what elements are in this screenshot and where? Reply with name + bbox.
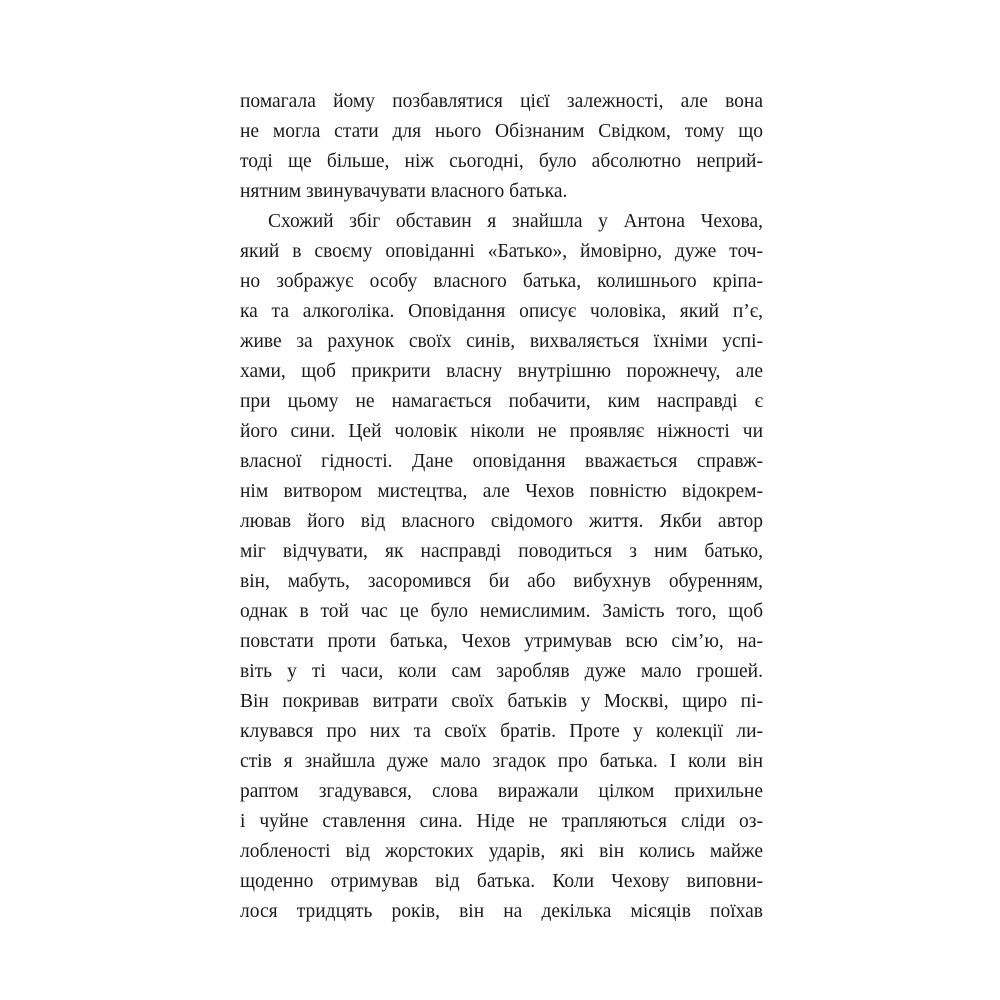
text-line: повстати проти батька, Чехов утримував всю сім’ю, на- bbox=[240, 631, 763, 652]
text-line: його сини. Цей чоловік ніколи не проявляє ніжності чи bbox=[240, 421, 763, 442]
text-line: міг відчувати, як насправді поводиться з ним батько, bbox=[240, 541, 763, 562]
text-line: при цьому не намагається побачити, ким насправді є bbox=[240, 391, 763, 412]
book-page bbox=[240, 87, 763, 927]
text-line: він, мабуть, засоромився би або вибухнув обуренням, bbox=[240, 571, 763, 592]
text-line: хами, щоб прикрити власну внутрішню порожнечу, але bbox=[240, 361, 763, 382]
text-line: власної гідності. Дане оповідання вважається справж- bbox=[240, 451, 763, 472]
text-line: не могла стати для нього Обізнаним Свідком, тому що bbox=[240, 121, 763, 142]
text-line: раптом згадувався, слова виражали цілком прихильне bbox=[240, 781, 763, 802]
text-line: щоденно отримував від батька. Коли Чехову виповни- bbox=[240, 871, 763, 892]
text-line: віть у ті часи, коли сам заробляв дуже мало грошей. bbox=[240, 661, 763, 682]
text-line: живе за рахунок своїх синів, вихваляється їхніми успі- bbox=[240, 331, 763, 352]
text-line: однак в той час це було немислимим. Замість того, щоб bbox=[240, 601, 763, 622]
paragraph-2 bbox=[240, 207, 763, 927]
text-line: лював його від власного свідомого життя. Якби автор bbox=[240, 511, 763, 532]
text-line: клувався про них та своїх братів. Проте у колекції ли- bbox=[240, 721, 763, 742]
text-line: Він покривав витрати своїх батьків у Москві, щиро пі- bbox=[240, 691, 763, 712]
text-line: і чуйне ставлення сина. Ніде не трапляються сліди оз- bbox=[240, 811, 763, 832]
text-line: стів я знайшла дуже мало згадок про батька. І коли він bbox=[240, 751, 763, 772]
paragraph-1 bbox=[240, 87, 763, 207]
text-line: який в своєму оповіданні «Батько», ймовірно, дуже точ- bbox=[240, 241, 763, 262]
text-line: лобленості від жорстоких ударів, які він колись майже bbox=[240, 841, 763, 862]
text-line: лося тридцять років, він на декілька місяців поїхав bbox=[240, 901, 763, 922]
text-line: нім витвором мистецтва, але Чехов повністю відокрем- bbox=[240, 481, 763, 502]
text-line: Схожий збіг обставин я знайшла у Антона Чехова, bbox=[268, 211, 763, 232]
text-line: помагала йому позбавлятися цієї залежності, але вона bbox=[240, 91, 763, 112]
text-line: тоді ще більше, ніж сьогодні, було абсолютно неприй- bbox=[240, 151, 763, 172]
text-line: ка та алкоголіка. Оповідання описує чоловіка, який п’є, bbox=[240, 301, 763, 322]
text-line: нятним звинувачувати власного батька. bbox=[240, 181, 568, 202]
text-line: но зображує особу власного батька, колишнього кріпа- bbox=[240, 271, 763, 292]
